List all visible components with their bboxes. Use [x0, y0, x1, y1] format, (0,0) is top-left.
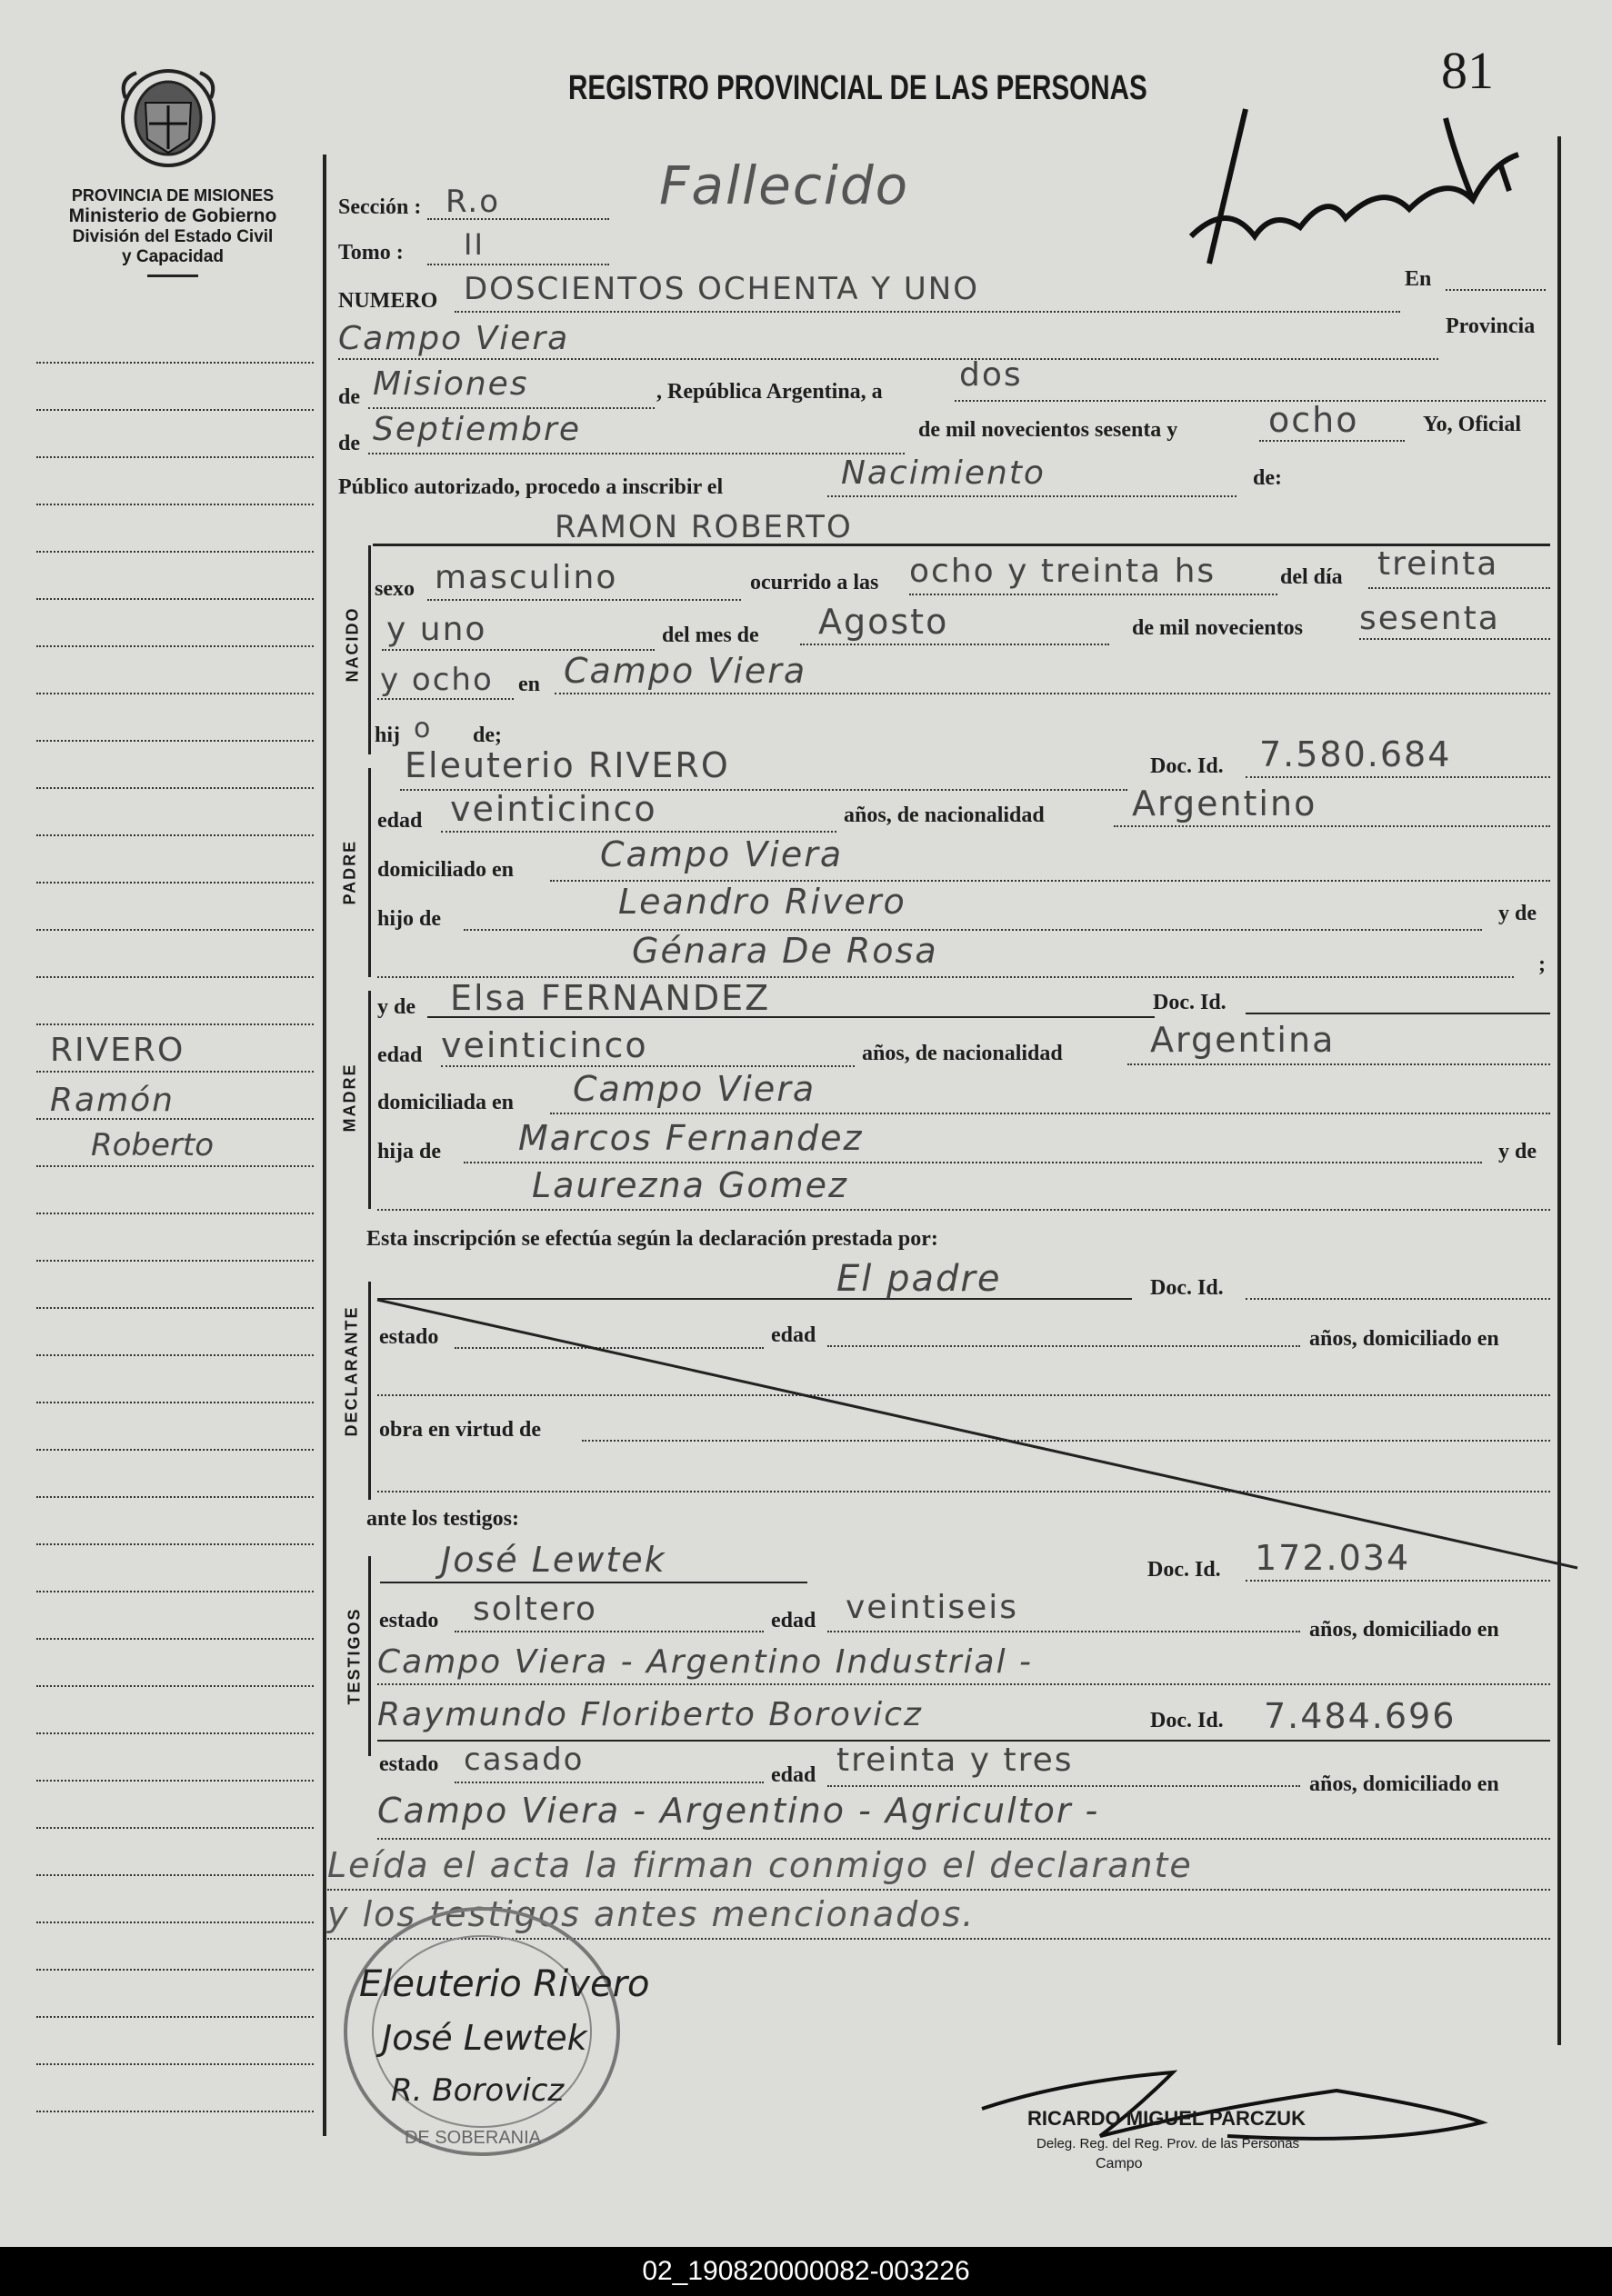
- hora-value: ocho y treinta hs: [909, 553, 1217, 590]
- field-line: [455, 1631, 764, 1632]
- margin-line: [36, 1543, 314, 1545]
- agency-capacity: y Capacidad: [122, 247, 224, 266]
- field-line: [1446, 289, 1546, 291]
- madre-nacionalidad-value: Argentina: [1150, 1020, 1336, 1060]
- mes-value: Septiembre: [373, 411, 581, 448]
- margin-line: [36, 1213, 314, 1214]
- padre-nacionalidad-label: años, de nacionalidad: [844, 804, 1045, 827]
- margin-line: [36, 2063, 314, 2065]
- tomo-label: Tomo :: [338, 241, 404, 265]
- testigo2-domicilio: Campo Viera - Argentino - Agricultor -: [377, 1791, 1100, 1831]
- field-line: [441, 1065, 855, 1067]
- margin-line: [36, 1827, 314, 1829]
- nacido-section-label: NACIDO: [343, 606, 362, 683]
- declarante-section-label: DECLARANTE: [342, 1305, 361, 1437]
- field-line: [377, 1209, 1550, 1211]
- agency-ministry: Ministerio de Gobierno: [68, 205, 277, 226]
- margin-line: [36, 1732, 314, 1734]
- declarante-estado-label: estado: [379, 1325, 439, 1349]
- anio-value-a: sesenta: [1359, 600, 1500, 637]
- acto-value: Nacimiento: [841, 454, 1046, 492]
- declarante-obra-label: obra en virtud de: [379, 1418, 542, 1442]
- de-label: de: [338, 385, 360, 409]
- margin-line: [36, 1165, 314, 1167]
- del-dia-label: del día: [1280, 565, 1343, 589]
- testigo1-anios-label: años, domiciliado en: [1309, 1618, 1499, 1642]
- field-line: [909, 594, 1277, 595]
- testigo2-estado: casado: [464, 1742, 585, 1778]
- testigo2-edad: treinta y tres: [836, 1742, 1074, 1779]
- signature-testigo1: José Lewtek: [382, 2018, 587, 2058]
- field-line: [1114, 825, 1550, 827]
- margin-line: [36, 645, 314, 647]
- field-line: [427, 599, 741, 601]
- agency-rule: [147, 275, 198, 277]
- hijo-de-label: de;: [473, 724, 502, 747]
- provincia-label: Provincia: [1446, 314, 1536, 338]
- margin-line: [36, 409, 314, 411]
- margin-line: [36, 1402, 314, 1403]
- margin-line: [36, 2111, 314, 2112]
- margin-line: [36, 882, 314, 883]
- margin-line: [36, 929, 314, 931]
- testigo2-doc: 7.484.696: [1264, 1696, 1457, 1736]
- padre-domicilio-value: Campo Viera: [600, 834, 844, 874]
- en-label: En: [1405, 267, 1432, 291]
- field-line: [827, 1785, 1300, 1787]
- margin-note-first-name: Ramón: [50, 1082, 175, 1119]
- field-line: [368, 407, 655, 409]
- signature-testigo2: R. Borovicz: [391, 2072, 565, 2109]
- field-line: [1127, 1063, 1550, 1065]
- field-line: [1246, 1580, 1550, 1582]
- mes-label: del mes de: [662, 624, 759, 647]
- padre-domicilio-label: domiciliado en: [377, 858, 515, 882]
- tomo-value: II: [464, 227, 485, 262]
- declarante-edad-label: edad: [771, 1323, 816, 1347]
- margin-line: [36, 976, 314, 978]
- coat-of-arms-icon: [109, 62, 227, 180]
- seal-text: DE SOBERANIA: [404, 2128, 542, 2148]
- padre-doc-value: 7.580.684: [1259, 734, 1452, 774]
- section-bracket: [368, 991, 371, 1209]
- officer-title: Deleg. Reg. del Reg. Prov. de las Personas: [1036, 2136, 1300, 2151]
- field-line: [427, 264, 609, 265]
- agency-block: [27, 186, 318, 277]
- testigos-section-label: TESTIGOS: [345, 1607, 364, 1705]
- declaracion-doc-label: Doc. Id.: [1150, 1276, 1224, 1300]
- section-bracket: [368, 545, 371, 754]
- page-number: 81: [1441, 41, 1494, 100]
- margin-line: [36, 693, 314, 694]
- margin-line: [36, 2016, 314, 2018]
- madre-domicilio-value: Campo Viera: [573, 1069, 816, 1109]
- provincia-value: Misiones: [373, 365, 529, 403]
- publico-label: Público autorizado, procedo a inscribir el: [338, 475, 724, 499]
- field-line: [464, 929, 1482, 931]
- testigo1-estado-label: estado: [379, 1609, 439, 1632]
- field-line: [441, 831, 836, 833]
- margin-line: [36, 1260, 314, 1262]
- testigo1-doc: 172.034: [1255, 1538, 1411, 1578]
- agency-division: División del Estado Civil: [72, 227, 274, 246]
- testigo2-estado-label: estado: [379, 1752, 439, 1776]
- madre-domicilio-label: domiciliada en: [377, 1091, 515, 1114]
- testigo1-domicilio: Campo Viera - Argentino Industrial -: [377, 1643, 1034, 1681]
- padre-nacionalidad-value: Argentino: [1132, 784, 1317, 824]
- field-line: [550, 1113, 1550, 1114]
- ocurrido-label: ocurrido a las: [750, 571, 879, 594]
- margin-line: [36, 1449, 314, 1451]
- agency-province: PROVINCIA DE MISIONES: [71, 186, 275, 205]
- de2-label: de: [338, 432, 360, 455]
- numero-label: NUMERO: [338, 289, 438, 313]
- testigo2-nombre: Raymundo Floriberto Borovicz: [377, 1696, 923, 1733]
- field-line: [338, 358, 1438, 360]
- padre-section-label: PADRE: [340, 839, 359, 905]
- field-line: [555, 693, 1550, 694]
- numero-value: DOSCIENTOS OCHENTA Y UNO: [464, 271, 979, 307]
- mil-label: de mil novecientos sesenta y: [918, 418, 1178, 442]
- field-line: [455, 311, 1400, 313]
- margin-note-surname: RIVERO: [50, 1032, 185, 1069]
- closing-line-2: y los testigos antes mencionados.: [327, 1894, 976, 1934]
- margin-line: [36, 1874, 314, 1876]
- field-line: [1368, 587, 1550, 589]
- margin-line: [36, 598, 314, 600]
- margin-line: [36, 1023, 314, 1025]
- field-line: [1246, 776, 1550, 778]
- field-line: [800, 644, 1109, 645]
- field-line: [1246, 1013, 1550, 1014]
- margin-line: [36, 1071, 314, 1073]
- field-line: [464, 1162, 1482, 1163]
- nacido-mes-value: Agosto: [818, 602, 949, 642]
- padre-de-madre: Marcos Fernandez: [518, 1118, 864, 1158]
- padre-edad-label: edad: [377, 809, 423, 833]
- registry-title: REGISTRO PROVINCIAL DE LAS PERSONAS: [568, 69, 1147, 107]
- margin-line: [36, 787, 314, 789]
- section-bracket: [368, 1556, 371, 1756]
- nacido-mil-label: de mil novecientos: [1132, 616, 1303, 640]
- margin-line: [36, 1496, 314, 1498]
- field-line: [1259, 440, 1405, 442]
- registrar-signature-top: [1173, 100, 1537, 282]
- margin-line: [36, 1307, 314, 1309]
- oficial-label: Yo, Oficial: [1423, 413, 1521, 436]
- field-line: [327, 1889, 1550, 1891]
- padre-de-padre: Leandro Rivero: [618, 882, 906, 922]
- declarante-anios-label: años, domiciliado en: [1309, 1327, 1499, 1351]
- testigo2-anios-label: años, domiciliado en: [1309, 1772, 1499, 1796]
- hijo-label: hij: [375, 724, 401, 747]
- field-line: [1359, 638, 1550, 640]
- seccion-label: Sección :: [338, 195, 422, 219]
- testigo1-edad: veintiseis: [846, 1589, 1019, 1626]
- field-line: [827, 1631, 1300, 1632]
- testigo1-estado: soltero: [473, 1591, 598, 1628]
- republica-label: , República Argentina, a: [656, 380, 883, 404]
- madre-edad-label: edad: [377, 1043, 423, 1067]
- signature-declarante: Eleuterio Rivero: [359, 1963, 650, 2005]
- field-line: [827, 495, 1237, 497]
- testigo1-nombre: José Lewtek: [441, 1540, 666, 1580]
- madre-de-madre: Laurezna Gomez: [532, 1165, 848, 1205]
- sexo-label: sexo: [375, 577, 415, 601]
- en-value: Campo Viera: [338, 320, 570, 357]
- padre-semicolon: ;: [1538, 953, 1546, 976]
- madre-de-padre: Génara De Rosa: [632, 931, 938, 971]
- hijo-suffix: o: [414, 713, 433, 744]
- madre-nombre: Elsa FERNANDEZ: [450, 978, 771, 1018]
- padre-edad-value: veinticinco: [450, 789, 657, 829]
- madre-doc-label: Doc. Id.: [1153, 991, 1227, 1014]
- margin-line: [36, 362, 314, 364]
- field-line: [380, 1582, 807, 1583]
- ante-testigos-label: ante los testigos:: [366, 1507, 519, 1531]
- nacido-nombre: RAMON ROBERTO: [555, 509, 853, 545]
- fallecido-annotation: Fallecido: [659, 155, 910, 216]
- sexo-value: masculino: [435, 559, 618, 596]
- margin-line: [36, 456, 314, 458]
- madre-nacionalidad-label: años, de nacionalidad: [862, 1042, 1063, 1065]
- en-lugar-label: en: [518, 673, 540, 696]
- margin-line: [36, 740, 314, 742]
- margin-line: [36, 1922, 314, 1923]
- officer-name: RICARDO MIGUEL PARCZUK: [1027, 2107, 1306, 2130]
- margin-line: [36, 504, 314, 505]
- de3-label: de:: [1253, 466, 1282, 490]
- left-border: [323, 155, 326, 2136]
- margin-line: [36, 1969, 314, 1971]
- dia-value-a: treinta: [1377, 545, 1499, 583]
- testigo2-doc-label: Doc. Id.: [1150, 1709, 1224, 1732]
- padre-doc-label: Doc. Id.: [1150, 754, 1224, 778]
- madre-section-label: MADRE: [340, 1063, 359, 1133]
- madre-y-de-label: y de: [1498, 1140, 1537, 1163]
- section-bracket: [368, 768, 371, 977]
- dia-value: dos: [959, 356, 1023, 394]
- closing-line-1: Leída el acta la firman conmigo el declarante: [327, 1845, 1193, 1885]
- field-line: [368, 453, 905, 454]
- testigo2-edad-label: edad: [771, 1763, 816, 1787]
- field-line: [455, 1782, 764, 1783]
- lugar-value: Campo Viera: [564, 651, 807, 691]
- field-line: [955, 400, 1546, 402]
- field-line: [377, 1838, 1550, 1840]
- margin-line: [36, 1354, 314, 1356]
- margin-line: [36, 1591, 314, 1592]
- seccion-value: R.o: [446, 184, 501, 220]
- margin-line: [36, 1780, 314, 1782]
- officer-place: Campo: [1096, 2156, 1143, 2171]
- margin-line: [36, 834, 314, 836]
- testigo1-edad-label: edad: [771, 1609, 816, 1632]
- right-border: [1557, 136, 1561, 2045]
- declarante-value: El padre: [836, 1258, 1002, 1300]
- section-rule: [373, 544, 1550, 546]
- madre-hija-de-label: hija de: [377, 1140, 442, 1163]
- declaracion-text: Esta inscripción se efectúa según la declaración prestada por:: [366, 1227, 938, 1251]
- scan-filename: 02_190820000082-003226: [0, 2247, 1612, 2296]
- anio-value-b: y ocho: [380, 662, 494, 698]
- testigo1-doc-label: Doc. Id.: [1147, 1558, 1221, 1582]
- padre-hijo-de-label: hijo de: [377, 907, 442, 931]
- margin-line: [36, 1685, 314, 1687]
- anio-value: ocho: [1268, 400, 1359, 440]
- margin-line: [36, 551, 314, 553]
- field-line: [377, 1683, 1550, 1685]
- padre-y-de-label: y de: [1498, 902, 1537, 925]
- margin-line: [36, 1638, 314, 1640]
- field-line: [377, 698, 514, 700]
- padre-nombre: Eleuterio RIVERO: [405, 745, 730, 785]
- madre-y-de-label: y de: [377, 995, 416, 1019]
- madre-edad-value: veinticinco: [441, 1025, 648, 1065]
- dia-value-b: y uno: [386, 611, 487, 648]
- margin-note-second-name: Roberto: [91, 1127, 215, 1163]
